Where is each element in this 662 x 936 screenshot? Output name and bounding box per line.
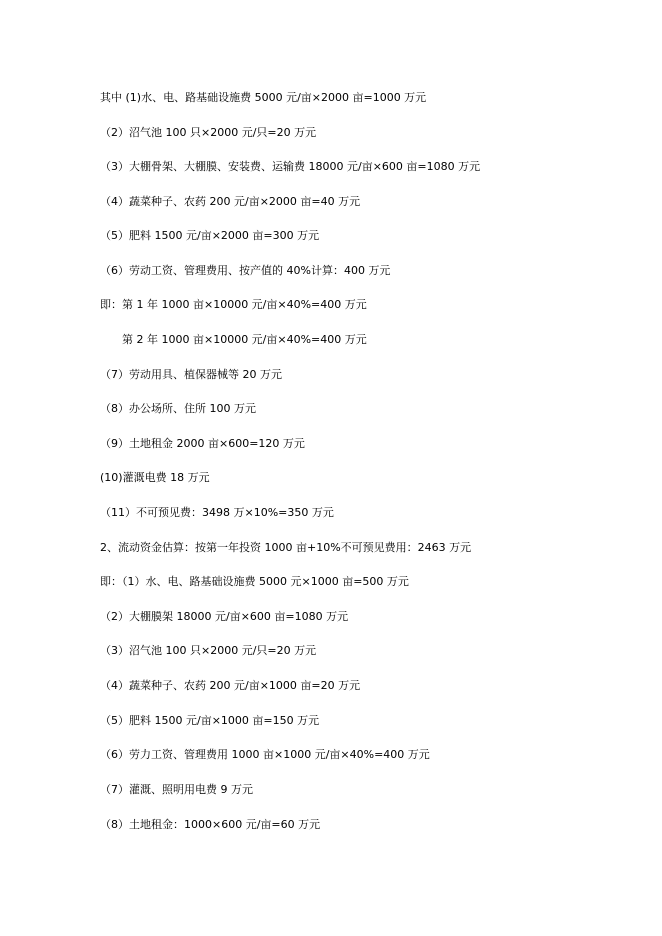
text-line-22: （8）土地租金：1000×600 元/亩=60 万元	[100, 818, 321, 831]
text-line-9: （7）劳动用具、植保器械等 20 万元	[100, 368, 282, 381]
text-line-10: （8）办公场所、住所 100 万元	[100, 402, 256, 415]
text-line-7: 即：第 1 年 1000 亩×10000 元/亩×40%=400 万元	[100, 298, 367, 311]
text-line-16: （2）大棚膜架 18000 元/亩×600 亩=1080 万元	[100, 610, 349, 623]
text-line-17: （3）沼气池 100 只×2000 元/只=20 万元	[100, 644, 317, 657]
text-line-2: （2）沼气池 100 只×2000 元/只=20 万元	[100, 126, 317, 139]
text-line-4: （4）蔬菜种子、农药 200 元/亩×2000 亩=40 万元	[100, 195, 361, 208]
text-line-21: （7）灌溉、照明用电费 9 万元	[100, 783, 253, 796]
text-line-5: （5）肥料 1500 元/亩×2000 亩=300 万元	[100, 229, 320, 242]
text-line-20: （6）劳力工资、管理费用 1000 亩×1000 元/亩×40%=400 万元	[100, 748, 430, 761]
text-line-8: 第 2 年 1000 亩×10000 元/亩×40%=400 万元	[122, 333, 367, 346]
text-line-11: （9）土地租金 2000 亩×600=120 万元	[100, 437, 305, 450]
text-line-12: (10)灌溉电费 18 万元	[100, 471, 210, 484]
text-line-3: （3）大棚骨架、大棚膜、安装费、运输费 18000 元/亩×600 亩=1080 万元	[100, 160, 481, 173]
text-line-13: （11）不可预见费：3498 万×10%=350 万元	[100, 506, 334, 519]
text-line-6: （6）劳动工资、管理费用、按产值的 40%计算：400 万元	[100, 264, 391, 277]
text-line-1: 其中 (1)水、电、路基础设施费 5000 元/亩×2000 亩=1000 万元	[100, 91, 427, 104]
text-line-19: （5）肥料 1500 元/亩×1000 亩=150 万元	[100, 714, 320, 727]
text-line-15: 即：（1）水、电、路基础设施费 5000 元×1000 亩=500 万元	[100, 575, 409, 588]
text-line-14: 2、流动资金估算：按第一年投资 1000 亩+10%不可预见费用：2463 万元	[100, 541, 472, 554]
text-line-18: （4）蔬菜种子、农药 200 元/亩×1000 亩=20 万元	[100, 679, 361, 692]
